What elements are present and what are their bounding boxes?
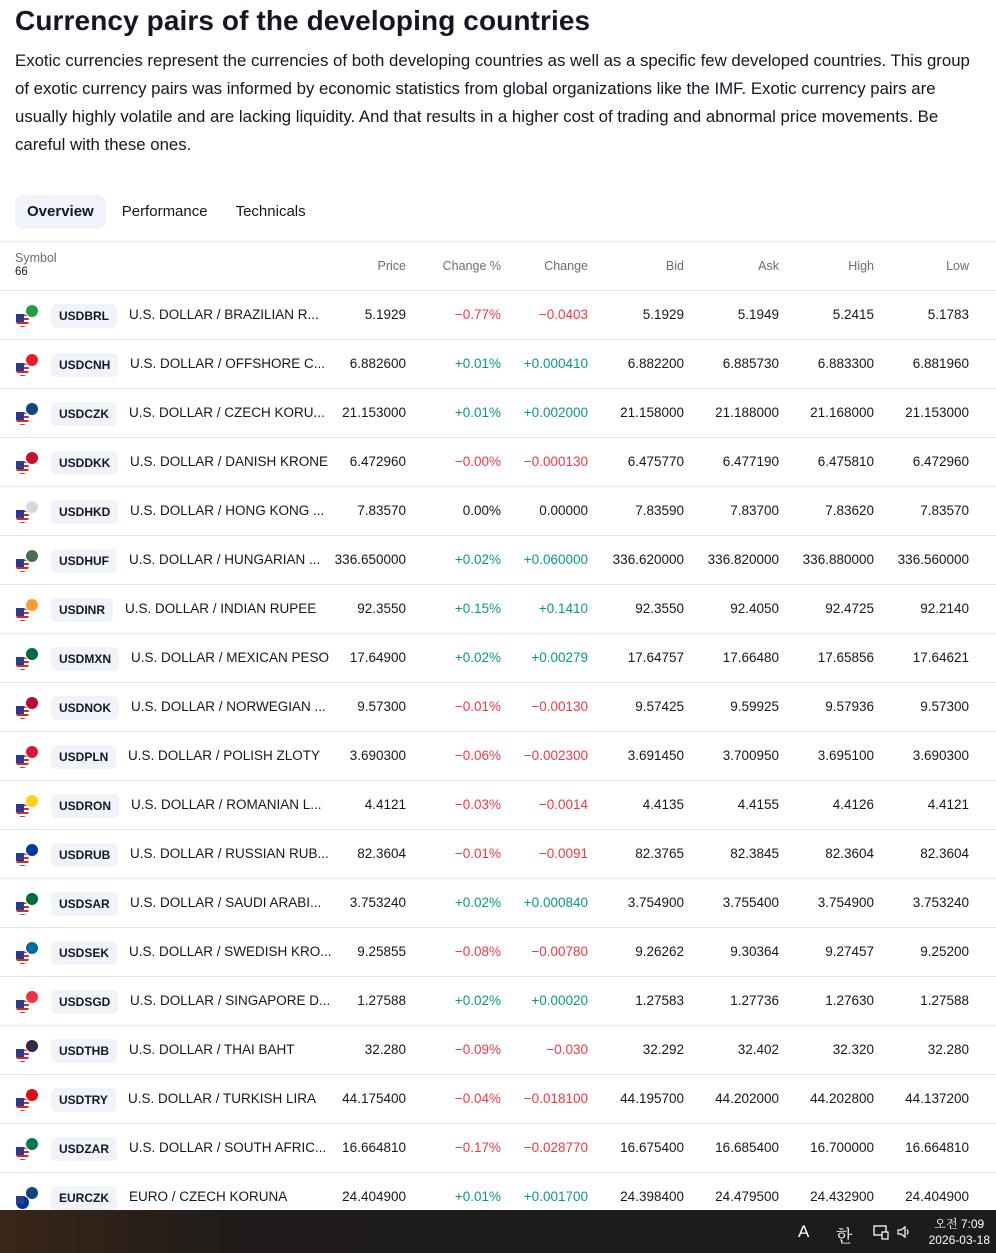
change-percent-cell: −0.06% xyxy=(454,748,501,763)
price-cell: 21.153000 xyxy=(342,405,406,420)
base-flag-icon xyxy=(15,558,30,573)
change-percent-cell: −0.00% xyxy=(454,454,501,469)
pair-description[interactable]: EURO / CZECH KORUNA xyxy=(129,1189,288,1204)
change-cell: −0.0091 xyxy=(538,846,588,861)
high-cell: 4.4126 xyxy=(832,797,874,812)
high-column-header[interactable]: High xyxy=(848,259,874,273)
base-flag-icon xyxy=(15,705,30,720)
high-cell: 32.320 xyxy=(832,1042,874,1057)
low-cell: 6.881960 xyxy=(912,356,969,371)
low-cell: 9.57300 xyxy=(920,699,969,714)
high-cell: 16.700000 xyxy=(810,1140,874,1155)
table-body xyxy=(0,291,996,1222)
high-cell: 336.880000 xyxy=(802,552,874,567)
ask-column-header[interactable]: Ask xyxy=(758,259,779,273)
high-cell: 3.695100 xyxy=(817,748,874,763)
base-flag-icon xyxy=(15,460,30,475)
ask-cell: 7.83700 xyxy=(730,503,779,518)
ask-cell: 3.755400 xyxy=(722,895,779,910)
pair-description[interactable]: U.S. DOLLAR / TURKISH LIRA xyxy=(128,1091,317,1106)
bid-cell: 44.195700 xyxy=(620,1091,684,1106)
ask-cell: 336.820000 xyxy=(707,552,779,567)
ask-cell: 1.27736 xyxy=(730,993,779,1008)
ask-cell: 9.30364 xyxy=(730,944,779,959)
change-percent-cell: −0.03% xyxy=(454,797,501,812)
bid-cell: 3.754900 xyxy=(627,895,684,910)
price-cell: 336.650000 xyxy=(334,552,406,567)
ask-cell: 82.3845 xyxy=(730,846,779,861)
currency-flags-icon xyxy=(15,304,39,328)
low-cell: 7.83570 xyxy=(920,503,969,518)
ask-cell: 21.188000 xyxy=(715,405,779,420)
bid-cell: 9.26262 xyxy=(635,944,684,959)
currency-flags-icon xyxy=(15,794,39,818)
change-cell: +0.000840 xyxy=(523,895,588,910)
pair-description[interactable]: U.S. DOLLAR / CZECH KORU... xyxy=(129,405,325,420)
change-percent-cell: 0.00% xyxy=(462,503,501,518)
change-percent-cell: −0.09% xyxy=(454,1042,501,1057)
bid-cell: 16.675400 xyxy=(620,1140,684,1155)
bid-cell: 24.398400 xyxy=(620,1189,684,1204)
base-flag-icon xyxy=(15,852,30,867)
change-percent-cell: +0.02% xyxy=(454,650,501,665)
ask-cell: 9.59925 xyxy=(730,699,779,714)
pair-description[interactable]: U.S. DOLLAR / DANISH KRONE xyxy=(130,454,329,469)
table-row[interactable] xyxy=(0,389,996,438)
currency-flags-icon xyxy=(15,353,39,377)
table-row[interactable] xyxy=(0,585,996,634)
ticker-badge[interactable]: USDSGD xyxy=(51,990,118,1014)
ticker-badge[interactable]: USDCNH xyxy=(51,353,118,377)
high-cell: 3.754900 xyxy=(817,895,874,910)
ime-hangul-indicator[interactable]: 한 xyxy=(836,1227,853,1246)
change-percent-cell: +0.01% xyxy=(454,356,501,371)
price-cell: 4.4121 xyxy=(364,797,406,812)
table-row[interactable] xyxy=(0,487,996,536)
low-cell: 3.690300 xyxy=(912,748,969,763)
ask-cell: 92.4050 xyxy=(730,601,779,616)
currency-flags-icon xyxy=(15,745,39,769)
table-row[interactable] xyxy=(0,781,996,830)
ask-cell: 24.479500 xyxy=(715,1189,779,1204)
table-row[interactable] xyxy=(0,1124,996,1173)
price-cell: 24.404900 xyxy=(342,1189,406,1204)
pair-description[interactable]: U.S. DOLLAR / SAUDI ARABI... xyxy=(130,895,322,910)
page-title: Currency pairs of the developing countries xyxy=(15,5,591,36)
ask-cell: 4.4155 xyxy=(737,797,779,812)
high-cell: 6.883300 xyxy=(817,356,874,371)
pair-description[interactable]: U.S. DOLLAR / NORWEGIAN ... xyxy=(131,699,326,714)
change-percent-cell: −0.01% xyxy=(454,846,501,861)
ticker-badge[interactable]: USDRUB xyxy=(51,843,118,867)
change-cell: −0.000130 xyxy=(523,454,588,469)
bid-cell: 1.27583 xyxy=(635,993,684,1008)
change-cell: −0.0403 xyxy=(538,307,588,322)
currency-flags-icon xyxy=(15,990,39,1014)
price-cell: 44.175400 xyxy=(342,1091,406,1106)
base-flag-icon xyxy=(15,1048,30,1063)
ticker-badge[interactable]: USDRON xyxy=(51,794,119,818)
currency-table xyxy=(0,241,996,1222)
low-cell: 336.560000 xyxy=(897,552,969,567)
volume-icon[interactable] xyxy=(896,1224,912,1240)
ticker-badge[interactable]: USDHKD xyxy=(51,500,118,524)
low-cell: 21.153000 xyxy=(905,405,969,420)
ticker-badge[interactable]: USDINR xyxy=(51,598,113,622)
table-row[interactable] xyxy=(0,732,996,781)
high-cell: 92.4725 xyxy=(825,601,874,616)
currency-flags-icon xyxy=(15,696,39,720)
base-flag-icon xyxy=(15,901,30,916)
currency-flags-icon xyxy=(15,1137,39,1161)
change-cell: −0.018100 xyxy=(523,1091,588,1106)
change-cell: −0.0014 xyxy=(538,797,588,812)
change-percent-column-header[interactable]: Change % xyxy=(442,259,501,273)
change-cell: +0.001700 xyxy=(523,1189,588,1204)
change-cell: −0.00130 xyxy=(531,699,588,714)
change-percent-cell: +0.02% xyxy=(454,993,501,1008)
change-column-header[interactable]: Change xyxy=(544,259,588,273)
page-description: Exotic currencies represent the currencies of both developing countries as well as a specific few developed countries. This group of exotic currency pairs was informed by economic statistics from global organizations like the IMF. Exotic currency pairs are usually highly volatile and are lacking liquidity. And that results in a higher cost of trading and abnormal price movements. Be careful with these ones. xyxy=(15,51,970,154)
tab-technicals[interactable]: Technicals xyxy=(235,203,306,220)
price-cell: 6.882600 xyxy=(349,356,406,371)
low-cell: 5.1783 xyxy=(927,307,969,322)
high-cell: 1.27630 xyxy=(825,993,874,1008)
currency-flags-icon xyxy=(15,451,39,475)
bid-cell: 4.4135 xyxy=(642,797,684,812)
change-cell: +0.000410 xyxy=(523,356,588,371)
bid-column-header[interactable]: Bid xyxy=(665,259,684,273)
price-cell: 6.472960 xyxy=(349,454,406,469)
base-flag-icon xyxy=(15,999,30,1014)
symbol-column-header[interactable] xyxy=(15,251,57,279)
base-flag-icon xyxy=(15,607,30,622)
base-flag-icon xyxy=(15,362,30,377)
price-column-header[interactable]: Price xyxy=(377,259,406,273)
clock-time: 오전 7:09 xyxy=(934,1217,985,1231)
pair-description[interactable]: U.S. DOLLAR / RUSSIAN RUB... xyxy=(130,846,329,861)
change-percent-cell: +0.15% xyxy=(454,601,501,616)
table-row[interactable] xyxy=(0,1026,996,1075)
tab-performance[interactable]: Performance xyxy=(121,203,208,220)
system-clock[interactable] xyxy=(929,1216,990,1248)
bid-cell: 3.691450 xyxy=(627,748,684,763)
change-percent-cell: +0.01% xyxy=(454,405,501,420)
bid-cell: 336.620000 xyxy=(612,552,684,567)
base-flag-icon xyxy=(15,1097,30,1112)
high-cell: 6.475810 xyxy=(817,454,874,469)
change-cell: −0.002300 xyxy=(523,748,588,763)
low-cell: 16.664810 xyxy=(905,1140,969,1155)
currency-flags-icon xyxy=(15,500,39,524)
table-row[interactable] xyxy=(0,536,996,585)
ask-cell: 17.66480 xyxy=(722,650,779,665)
pair-description[interactable]: U.S. DOLLAR / THAI BAHT xyxy=(129,1042,295,1057)
change-cell: −0.030 xyxy=(546,1042,588,1057)
currency-flags-icon xyxy=(15,598,39,622)
base-flag-icon xyxy=(15,1146,30,1161)
bid-cell: 7.83590 xyxy=(635,503,684,518)
price-cell: 32.280 xyxy=(364,1042,406,1057)
pair-description[interactable]: U.S. DOLLAR / SWEDISH KRO... xyxy=(129,944,332,959)
currency-flags-icon xyxy=(15,843,39,867)
base-flag-icon xyxy=(15,509,30,524)
pair-description[interactable]: U.S. DOLLAR / MEXICAN PESO xyxy=(131,650,330,665)
ask-cell: 44.202000 xyxy=(715,1091,779,1106)
low-cell: 9.25200 xyxy=(920,944,969,959)
base-flag-icon xyxy=(15,411,30,426)
table-row[interactable] xyxy=(0,340,996,389)
price-cell: 7.83570 xyxy=(357,503,406,518)
price-cell: 92.3550 xyxy=(357,601,406,616)
low-cell: 44.137200 xyxy=(905,1091,969,1106)
price-cell: 9.57300 xyxy=(357,699,406,714)
change-cell: +0.1410 xyxy=(538,601,588,616)
table-row[interactable] xyxy=(0,928,996,977)
high-cell: 5.2415 xyxy=(832,307,874,322)
change-cell: +0.00020 xyxy=(531,993,588,1008)
ticker-badge[interactable]: USDDKK xyxy=(51,451,118,475)
ask-cell: 32.402 xyxy=(737,1042,779,1057)
base-flag-icon xyxy=(15,313,30,328)
bid-cell: 32.292 xyxy=(642,1042,684,1057)
low-cell: 4.4121 xyxy=(927,797,969,812)
bid-cell: 17.64757 xyxy=(627,650,684,665)
table-row[interactable] xyxy=(0,879,996,928)
pair-description[interactable]: U.S. DOLLAR / HONG KONG ... xyxy=(130,503,325,518)
ticker-badge[interactable]: USDHUF xyxy=(51,549,117,573)
pair-description[interactable]: U.S. DOLLAR / SOUTH AFRIC... xyxy=(129,1140,327,1155)
pair-description[interactable]: U.S. DOLLAR / INDIAN RUPEE xyxy=(125,601,317,616)
low-cell: 1.27588 xyxy=(920,993,969,1008)
price-cell: 16.664810 xyxy=(342,1140,406,1155)
currency-flags-icon xyxy=(15,1186,39,1210)
pair-description[interactable]: U.S. DOLLAR / BRAZILIAN R... xyxy=(129,307,319,322)
low-cell: 32.280 xyxy=(927,1042,969,1057)
ticker-badge[interactable]: USDZAR xyxy=(51,1137,117,1161)
currency-flags-icon xyxy=(15,549,39,573)
symbol-header-label: Symbol xyxy=(15,251,57,265)
high-cell: 9.57936 xyxy=(825,699,874,714)
price-cell: 17.64900 xyxy=(349,650,406,665)
change-cell: +0.002000 xyxy=(523,405,588,420)
change-percent-cell: −0.08% xyxy=(454,944,501,959)
change-percent-cell: −0.01% xyxy=(454,699,501,714)
base-flag-icon xyxy=(15,656,30,671)
ticker-badge[interactable]: USDSEK xyxy=(51,941,117,965)
ticker-badge[interactable]: EURCZK xyxy=(51,1186,117,1210)
high-cell: 82.3604 xyxy=(825,846,874,861)
base-flag-icon xyxy=(15,754,30,769)
pair-description[interactable]: U.S. DOLLAR / ROMANIAN L... xyxy=(131,797,322,812)
change-cell: +0.00279 xyxy=(531,650,588,665)
high-cell: 44.202800 xyxy=(810,1091,874,1106)
table-header xyxy=(0,241,996,291)
price-cell: 82.3604 xyxy=(357,846,406,861)
tab-bar xyxy=(15,195,318,229)
high-cell: 7.83620 xyxy=(825,503,874,518)
change-percent-cell: −0.04% xyxy=(454,1091,501,1106)
low-column-header[interactable]: Low xyxy=(946,259,969,273)
ask-cell: 6.885730 xyxy=(722,356,779,371)
price-cell: 3.753240 xyxy=(349,895,406,910)
pair-description[interactable]: U.S. DOLLAR / OFFSHORE C... xyxy=(130,356,326,371)
currency-flags-icon xyxy=(15,1039,39,1063)
low-cell: 24.404900 xyxy=(905,1189,969,1204)
low-cell: 6.472960 xyxy=(912,454,969,469)
change-percent-cell: +0.02% xyxy=(454,895,501,910)
ticker-badge[interactable]: USDPLN xyxy=(51,745,116,769)
bid-cell: 21.158000 xyxy=(620,405,684,420)
table-row[interactable] xyxy=(0,683,996,732)
base-flag-icon xyxy=(15,950,30,965)
change-percent-cell: −0.77% xyxy=(454,307,501,322)
price-cell: 9.25855 xyxy=(357,944,406,959)
base-flag-icon xyxy=(15,803,30,818)
base-flag-icon xyxy=(15,1195,30,1210)
symbol-count: 66 xyxy=(15,266,28,278)
ask-cell: 16.685400 xyxy=(715,1140,779,1155)
table-row[interactable] xyxy=(0,830,996,879)
clock-date: 2026-03-18 xyxy=(928,1233,990,1247)
pair-description[interactable]: U.S. DOLLAR / HUNGARIAN ... xyxy=(129,552,321,567)
change-cell: −0.00780 xyxy=(531,944,588,959)
change-cell: +0.060000 xyxy=(523,552,588,567)
currency-flags-icon xyxy=(15,941,39,965)
currency-flags-icon xyxy=(15,647,39,671)
ticker-badge[interactable]: USDSAR xyxy=(51,892,118,916)
ticker-badge[interactable]: USDCZK xyxy=(51,402,117,426)
ticker-badge[interactable]: USDTRY xyxy=(51,1088,116,1112)
ticker-badge[interactable]: USDMXN xyxy=(51,647,119,671)
change-percent-cell: +0.02% xyxy=(454,552,501,567)
change-cell: −0.028770 xyxy=(523,1140,588,1155)
price-cell: 5.1929 xyxy=(364,307,406,322)
table-row[interactable] xyxy=(0,291,996,340)
ime-alpha-indicator[interactable]: A xyxy=(798,1222,810,1241)
change-cell: 0.00000 xyxy=(539,503,588,518)
bid-cell: 6.475770 xyxy=(627,454,684,469)
table-row[interactable] xyxy=(0,438,996,487)
table-row[interactable] xyxy=(0,634,996,683)
price-cell: 1.27588 xyxy=(357,993,406,1008)
bid-cell: 5.1929 xyxy=(642,307,684,322)
low-cell: 17.64621 xyxy=(912,650,969,665)
bid-cell: 9.57425 xyxy=(635,699,684,714)
ask-cell: 6.477190 xyxy=(722,454,779,469)
table-row[interactable] xyxy=(0,1075,996,1124)
network-icon[interactable] xyxy=(873,1224,889,1240)
currency-flags-icon xyxy=(15,1088,39,1112)
taskbar xyxy=(0,1210,996,1253)
ticker-badge[interactable]: USDNOK xyxy=(51,696,119,720)
low-cell: 3.753240 xyxy=(912,895,969,910)
ask-cell: 5.1949 xyxy=(737,307,779,322)
ticker-badge[interactable]: USDBRL xyxy=(51,304,117,328)
high-cell: 24.432900 xyxy=(810,1189,874,1204)
high-cell: 9.27457 xyxy=(825,944,874,959)
ticker-badge[interactable]: USDTHB xyxy=(51,1039,117,1063)
change-percent-cell: −0.17% xyxy=(454,1140,501,1155)
bid-cell: 82.3765 xyxy=(635,846,684,861)
bid-cell: 6.882200 xyxy=(627,356,684,371)
tab-overview[interactable]: Overview xyxy=(15,195,106,229)
low-cell: 92.2140 xyxy=(920,601,969,616)
bid-cell: 92.3550 xyxy=(635,601,684,616)
currency-flags-icon xyxy=(15,402,39,426)
low-cell: 82.3604 xyxy=(920,846,969,861)
high-cell: 21.168000 xyxy=(810,405,874,420)
price-cell: 3.690300 xyxy=(349,748,406,763)
high-cell: 17.65856 xyxy=(817,650,874,665)
currency-flags-icon xyxy=(15,892,39,916)
pair-description[interactable]: U.S. DOLLAR / SINGAPORE D... xyxy=(130,993,331,1008)
change-percent-cell: +0.01% xyxy=(454,1189,501,1204)
ask-cell: 3.700950 xyxy=(722,748,779,763)
table-row[interactable] xyxy=(0,977,996,1026)
pair-description[interactable]: U.S. DOLLAR / POLISH ZLOTY xyxy=(128,748,321,763)
